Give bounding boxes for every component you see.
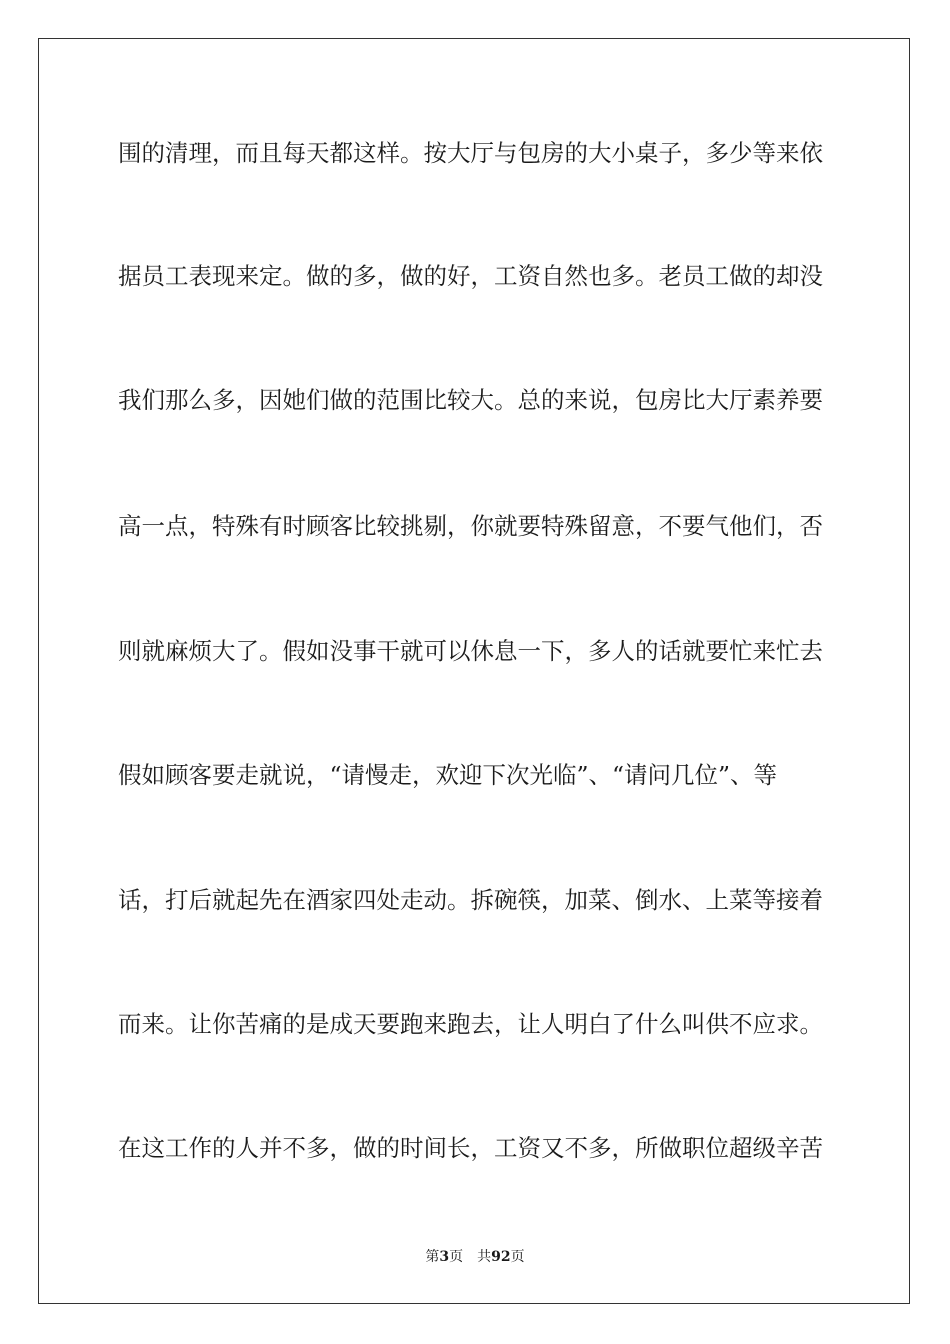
- text-line: 话，打后就起先在酒家四处走动。拆碗筷，加菜、倒水、上菜等接着: [118, 886, 823, 914]
- page-suffix: 页: [449, 1249, 464, 1265]
- page-footer: [0, 1247, 950, 1267]
- total-pages: 92: [491, 1249, 511, 1265]
- text-line: 假如顾客要走就说，“请慢走，欢迎下次光临”、“请问几位”、等: [118, 761, 778, 789]
- text-line: 围的清理，而且每天都这样。按大厅与包房的大小桌子，多少等来依: [118, 139, 823, 167]
- total-suffix: 页: [510, 1249, 525, 1265]
- total-prefix: 共: [477, 1249, 492, 1265]
- text-line: 高一点，特殊有时顾客比较挑剔，你就要特殊留意，不要气他们，否: [118, 512, 823, 540]
- document-body: [118, 0, 834, 1344]
- text-line: 我们那么多，因她们做的范围比较大。总的来说，包房比大厅素养要: [118, 386, 823, 414]
- page-number: 3: [439, 1249, 450, 1265]
- text-line: 据员工表现来定。做的多，做的好，工资自然也多。老员工做的却没: [118, 262, 823, 290]
- text-line: 而来。让你苦痛的是成天要跑来跑去，让人明白了什么叫供不应求。: [118, 1010, 823, 1038]
- page-prefix: 第: [425, 1249, 440, 1265]
- text-line: 在这工作的人并不多，做的时间长，工资又不多，所做职位超级辛苦: [118, 1134, 823, 1162]
- text-line: 则就麻烦大了。假如没事干就可以休息一下，多人的话就要忙来忙去: [118, 637, 823, 665]
